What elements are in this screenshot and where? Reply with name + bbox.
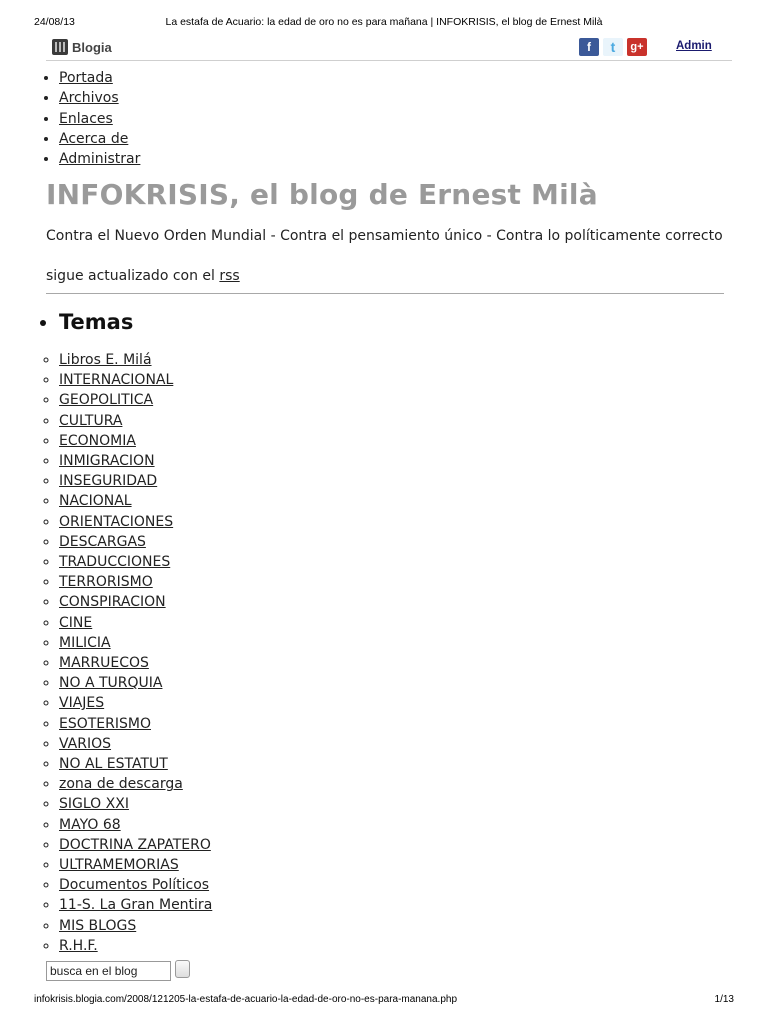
temas-link[interactable]: CINE bbox=[59, 614, 93, 631]
search-button[interactable] bbox=[175, 960, 190, 978]
temas-list-item bbox=[59, 471, 212, 491]
facebook-icon[interactable]: f bbox=[579, 38, 599, 56]
temas-link[interactable]: NO A TURQUIA bbox=[59, 675, 163, 692]
temas-link[interactable]: SIGLO XXI bbox=[59, 796, 129, 813]
admin-link[interactable]: Admin bbox=[676, 40, 712, 52]
temas-link[interactable]: VIAJES bbox=[59, 695, 105, 712]
temas-link[interactable]: NO AL ESTATUT bbox=[59, 756, 168, 773]
temas-list-item bbox=[59, 673, 212, 693]
blogia-topbar bbox=[46, 34, 732, 61]
search-input[interactable] bbox=[46, 961, 171, 981]
temas-list-item bbox=[59, 774, 212, 794]
rss-prefix: sigue actualizado con el bbox=[46, 268, 220, 284]
temas-link[interactable]: DESCARGAS bbox=[59, 533, 146, 550]
nav-link[interactable]: Portada bbox=[59, 70, 113, 86]
rss-link[interactable]: rss bbox=[219, 268, 240, 284]
temas-heading: • Temas bbox=[59, 308, 133, 336]
temas-list-item bbox=[59, 895, 212, 915]
temas-link[interactable]: zona de descarga bbox=[59, 776, 183, 793]
nav-item-enlaces bbox=[59, 109, 140, 129]
temas-list-item bbox=[59, 592, 212, 612]
twitter-icon[interactable]: t bbox=[603, 38, 623, 56]
search-form bbox=[46, 960, 190, 982]
rss-line bbox=[46, 266, 240, 286]
nav-link[interactable]: Enlaces bbox=[59, 110, 113, 127]
temas-list bbox=[46, 350, 212, 956]
temas-link[interactable]: NACIONAL bbox=[59, 493, 132, 510]
temas-list-item bbox=[59, 633, 212, 653]
temas-list-item bbox=[59, 491, 212, 511]
blog-tagline: Contra el Nuevo Orden Mundial - Contra el pensamiento único - Contra lo políticamente correcto bbox=[46, 228, 723, 244]
temas-list-item bbox=[59, 734, 212, 754]
temas-list-item bbox=[59, 532, 212, 552]
temas-list-item bbox=[59, 794, 212, 814]
temas-link[interactable]: Libros E. Milá bbox=[59, 352, 152, 368]
temas-link[interactable]: MIS BLOGS bbox=[59, 917, 137, 934]
blogia-logo-icon bbox=[52, 39, 68, 55]
blogia-logo-text: Blogia bbox=[72, 39, 112, 55]
temas-link[interactable]: INSEGURIDAD bbox=[59, 473, 158, 490]
temas-link[interactable]: MARRUECOS bbox=[59, 655, 149, 672]
temas-link[interactable]: MILICIA bbox=[59, 634, 111, 651]
main-nav bbox=[46, 68, 140, 169]
temas-link[interactable]: TRADUCCIONES bbox=[59, 554, 171, 571]
temas-list-item bbox=[59, 653, 212, 673]
blog-title[interactable]: INFOKRISIS, el blog de Ernest Milà bbox=[46, 178, 598, 211]
print-page-number: 1/13 bbox=[714, 994, 734, 1005]
temas-list-item bbox=[59, 572, 212, 592]
temas-link[interactable]: INTERNACIONAL bbox=[59, 372, 174, 389]
social-links bbox=[579, 38, 647, 56]
print-date: 24/08/13 bbox=[34, 16, 75, 28]
blogia-logo[interactable] bbox=[52, 38, 112, 56]
nav-link[interactable]: Acerca de bbox=[59, 130, 129, 147]
print-page-title: La estafa de Acuario: la edad de oro no es para mañana | INFOKRISIS, el blog de Ernest Milà bbox=[165, 16, 603, 28]
temas-list-item bbox=[59, 512, 212, 532]
temas-list-item bbox=[59, 875, 212, 895]
temas-link[interactable]: 11-S. La Gran Mentira bbox=[59, 897, 213, 914]
temas-link[interactable]: DOCTRINA ZAPATERO bbox=[59, 836, 211, 853]
temas-list-item bbox=[59, 370, 212, 390]
temas-list-item bbox=[59, 390, 212, 410]
temas-list-item bbox=[59, 714, 212, 734]
temas-link[interactable]: ECONOMIA bbox=[59, 432, 136, 449]
print-footer bbox=[34, 994, 734, 1008]
temas-link[interactable]: ORIENTACIONES bbox=[59, 513, 174, 530]
temas-link[interactable]: CONSPIRACION bbox=[59, 594, 166, 611]
temas-link[interactable]: ULTRAMEMORIAS bbox=[59, 857, 179, 874]
temas-link[interactable]: MAYO 68 bbox=[59, 816, 121, 833]
temas-link[interactable]: R.H.F. bbox=[59, 937, 98, 954]
temas-link[interactable]: GEOPOLITICA bbox=[59, 392, 154, 409]
temas-list-item bbox=[59, 815, 212, 835]
nav-item-archivos bbox=[59, 88, 140, 108]
temas-list-item bbox=[59, 411, 212, 431]
temas-list-item bbox=[59, 835, 212, 855]
google-plus-icon[interactable]: g+ bbox=[627, 38, 647, 56]
temas-list-item bbox=[59, 855, 212, 875]
temas-list-item bbox=[59, 916, 212, 936]
nav-item-acerca-de bbox=[59, 129, 140, 149]
nav-item-portada bbox=[59, 68, 140, 88]
temas-list-item bbox=[59, 754, 212, 774]
nav-link[interactable]: Administrar bbox=[59, 151, 141, 168]
temas-link[interactable]: Documentos Políticos bbox=[59, 877, 210, 894]
temas-list-item bbox=[59, 350, 212, 370]
temas-link[interactable]: ESOTERISMO bbox=[59, 715, 151, 732]
print-url: infokrisis.blogia.com/2008/121205-la-estafa-de-acuario-la-edad-de-oro-no-es-para-manana.php bbox=[34, 994, 458, 1005]
temas-link[interactable]: VARIOS bbox=[59, 735, 112, 752]
temas-link[interactable]: INMIGRACION bbox=[59, 453, 155, 470]
temas-link[interactable]: CULTURA bbox=[59, 412, 123, 429]
print-header bbox=[34, 16, 734, 30]
nav-link[interactable]: Archivos bbox=[59, 90, 119, 107]
temas-link[interactable]: TERRORISMO bbox=[59, 574, 153, 591]
temas-list-item bbox=[59, 552, 212, 572]
temas-list-item bbox=[59, 431, 212, 451]
temas-list-item bbox=[59, 451, 212, 471]
temas-list-item bbox=[59, 613, 212, 633]
temas-list-item bbox=[59, 693, 212, 713]
temas-section bbox=[46, 308, 133, 336]
header-divider bbox=[46, 293, 724, 294]
nav-item-administrar bbox=[59, 149, 140, 169]
temas-list-item bbox=[59, 936, 212, 956]
